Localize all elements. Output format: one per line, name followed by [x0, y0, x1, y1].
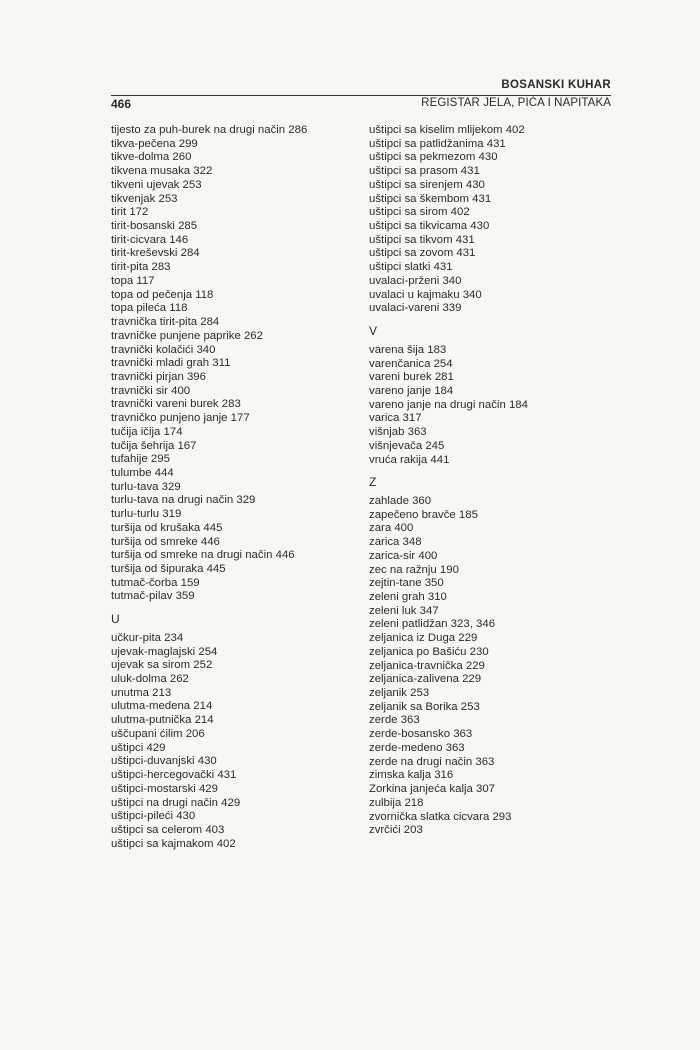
index-entry: uštipci sa kiselim mlijekom 402: [369, 124, 525, 136]
index-entry: zeljanica-zalivena 229: [369, 673, 482, 686]
index-entry: učkur-pita 234: [111, 631, 184, 644]
index-entry: uštipci sa prasom 431: [369, 165, 480, 178]
index-entry: tikveni ujevak 253: [111, 178, 202, 191]
page-number: 466: [111, 97, 132, 111]
index-section-u-continued: [369, 124, 629, 316]
index-entry: vareno janje na drugi način 184: [369, 398, 528, 411]
index-entry: tikvenjak 253: [111, 192, 178, 205]
index-entry: Zorkina janjeća kalja 307: [369, 783, 496, 796]
index-entry: unutma 213: [111, 686, 172, 699]
index-entry: travnički pirjan 396: [111, 370, 206, 383]
right-column: [369, 124, 629, 838]
index-entry: vruća rakija 441: [369, 453, 450, 466]
index-section-z: [369, 495, 629, 838]
book-title: BOSANSKI KUHAR: [501, 79, 611, 91]
index-entry: uvalaci-prženi 340: [369, 274, 462, 287]
index-entry: tirit-bosanski 285: [111, 220, 198, 233]
index-entry: zejtin-tane 350: [369, 577, 444, 590]
index-entry: tutmač-pilav 359: [111, 590, 195, 603]
index-entry: vareni burek 281: [369, 371, 454, 384]
index-entry: topa 117: [111, 274, 155, 287]
index-entry: travnička tirit-pita 284: [111, 316, 220, 329]
index-entry: zeleni grah 310: [369, 591, 447, 603]
index-entry: zvornička slatka cicvara 293: [369, 810, 512, 823]
index-entry: tulumbe 444: [111, 466, 174, 479]
index-entry: tikva-pečena 299: [111, 137, 198, 150]
index-section-u: [111, 632, 351, 852]
index-entry: tirit-cicvara 146: [111, 233, 189, 246]
index-entry: turlu-turlu 319: [111, 508, 182, 521]
index-entry: zerde na drugi način 363: [369, 755, 495, 768]
index-entry: višnjab 363: [369, 426, 427, 439]
index-entry: turšija od krušaka 445: [111, 521, 223, 534]
index-entry: varenčanica 254: [369, 357, 453, 370]
index-section-t: [111, 124, 351, 604]
index-entry: turšija od smreke na drugi način 446: [111, 549, 295, 562]
index-entry: uštipci 429: [111, 741, 166, 754]
index-entry: turšija od smreke 446: [111, 535, 220, 548]
left-column: [111, 124, 351, 851]
index-entry: uštipci-duvanjski 430: [111, 755, 217, 768]
index-entry: zapečeno bravče 185: [369, 508, 478, 521]
index-entry: ujevak sa sirom 252: [111, 659, 213, 672]
index-entry: uštipci sa sirenjem 430: [369, 178, 485, 191]
index-entry: zara 400: [369, 522, 414, 535]
index-entry: turlu-tava na drugi način 329: [111, 494, 256, 507]
index-entry: uštipci-mostarski 429: [111, 782, 218, 795]
index-entry: ulutma-putnička 214: [111, 714, 214, 727]
index-entry: travnički vareni burek 283: [111, 398, 241, 411]
index-entry: uštipci sa zovom 431: [369, 247, 476, 260]
index-entry: zeljanica iz Duga 229: [369, 632, 478, 645]
index-entry: zerde 363: [369, 714, 420, 727]
index-entry: zec na ražnju 190: [369, 563, 459, 576]
index-entry: travnički sir 400: [111, 384, 191, 397]
index-entry: uštipci sa sirom 402: [369, 206, 470, 219]
index-entry: zerde-medeno 363: [369, 741, 465, 754]
index-entry: vareno janje 184: [369, 384, 454, 397]
index-entry: zeleni patlidžan 323, 346: [369, 618, 496, 631]
index-entry: uvalaci-vareni 339: [369, 302, 462, 315]
index-entry: tirit-kreševski 284: [111, 247, 200, 260]
index-entry: travničke punjene paprike 262: [111, 329, 263, 342]
index-entry: uštipci sa pekmezom 430: [369, 151, 498, 164]
index-entry: ulutma-medena 214: [111, 700, 213, 713]
index-entry: topa od pečenja 118: [111, 288, 214, 301]
index-entry: ujevak-maglajski 254: [111, 645, 218, 658]
index-entry: zarica 348: [369, 536, 422, 549]
index-entry: zeleni luk 347: [369, 604, 439, 617]
index-entry: turšija od šipuraka 445: [111, 563, 226, 575]
index-entry: uštipci sa kajmakom 402: [111, 837, 236, 850]
index-entry: zarica-sir 400: [369, 549, 438, 562]
index-entry: uluk-dolma 262: [111, 673, 189, 686]
index-entry: varica 317: [369, 412, 422, 425]
index-entry: travnički mladi grah 311: [111, 357, 231, 370]
index-section-v: [369, 344, 629, 467]
index-entry: tučija ičija 174: [111, 425, 183, 438]
index-entry: tufahije 295: [111, 453, 170, 466]
index-entry: topa pileća 118: [111, 302, 188, 315]
index-entry: uštipci sa patlidžanima 431: [369, 137, 506, 150]
index-entry: zeljanik 253: [369, 687, 430, 700]
index-entry: zahlade 360: [369, 494, 432, 507]
index-entry: zulbija 218: [369, 796, 424, 809]
index-entry: uštipci-pileći 430: [111, 810, 196, 823]
index-entry: zeljanik sa Borika 253: [369, 700, 480, 713]
header-divider: [111, 95, 611, 96]
index-entry: zvrčići 203: [369, 824, 423, 837]
index-entry: uštipci sa tikvicama 430: [369, 220, 490, 233]
index-entry: uštipci-hercegovački 431: [111, 769, 237, 782]
index-entry: zimska kalja 316: [369, 769, 454, 782]
index-letter-v: V: [369, 324, 378, 339]
index-entry: uštipci sa škembom 431: [369, 192, 492, 205]
index-letter-z: Z: [369, 475, 377, 490]
index-entry: uštipci slatki 431: [369, 261, 453, 274]
index-entry: tučija šehrija 167: [111, 439, 197, 452]
index-entry: travnički kolačići 340: [111, 343, 216, 356]
section-title: REGISTAR JELA, PIĆA I NAPITAKA: [421, 97, 611, 109]
index-entry: zeljanica po Bašiću 230: [369, 645, 489, 658]
index-entry: tikve-dolma 260: [111, 151, 192, 164]
index-entry: zerde-bosansko 363: [369, 728, 473, 741]
index-entry: uštipci na drugi način 429: [111, 796, 241, 809]
index-entry: varena šija 183: [369, 343, 447, 356]
index-letter-u: U: [111, 612, 120, 627]
index-entry: tikvena musaka 322: [111, 165, 213, 178]
index-entry: turlu-tava 329: [111, 480, 181, 493]
index-entry: travničko punjeno janje 177: [111, 412, 250, 425]
index-entry: tijesto za puh-burek na drugi način 286: [111, 124, 308, 136]
index-entry: višnjevača 245: [369, 439, 445, 452]
index-entry: uvalaci u kajmaku 340: [369, 288, 482, 301]
index-entry: zeljanica-travnička 229: [369, 659, 485, 672]
index-entry: uščupani ćilim 206: [111, 727, 205, 740]
index-entry: uštipci sa celerom 403: [111, 823, 225, 836]
index-entry: tirit-pita 283: [111, 261, 171, 274]
index-entry: tutmač-čorba 159: [111, 576, 200, 589]
index-entry: tirit 172: [111, 206, 149, 219]
index-entry: uštipci sa tikvom 431: [369, 233, 475, 246]
